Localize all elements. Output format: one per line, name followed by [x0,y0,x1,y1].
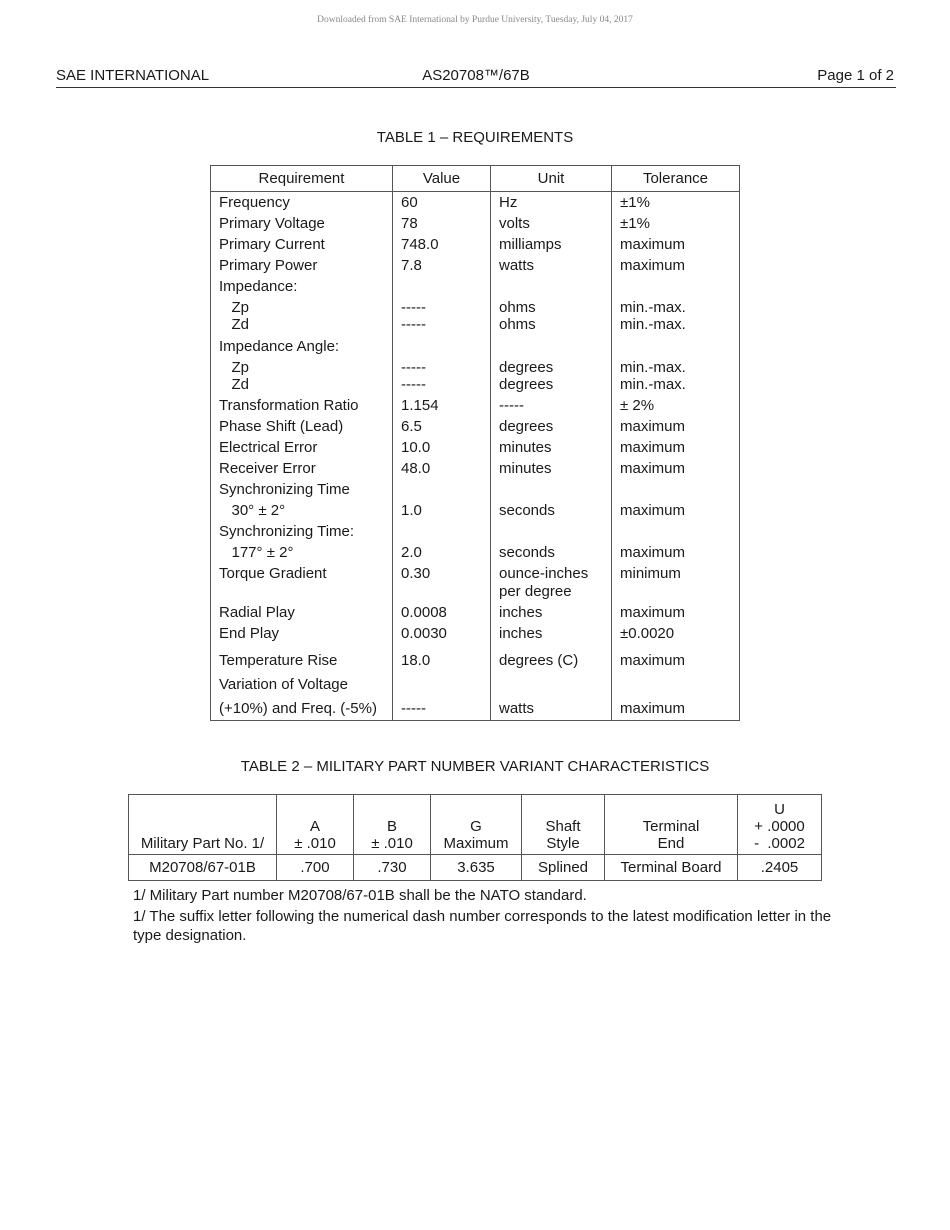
requirements-table-header [211,166,739,192]
column-header-military-part-no [129,795,277,855]
column-header-b [354,795,431,855]
cell-unit: milliamps [499,236,562,253]
header-line: ± .010 [294,835,336,852]
cell-requirement: Zd [219,376,250,393]
cell-unit: seconds [499,544,555,561]
cell-b: .730 [354,855,431,881]
part-number-table [128,794,822,881]
cell-tolerance: ±1% [620,215,650,232]
table-row [211,439,739,457]
column-header-unit: Unit [537,170,565,187]
page-number: Page 1 of 2 [817,67,894,84]
cell-unit: minutes [499,460,552,477]
cell-value: 0.30 [401,565,431,582]
cell-value: 0.0008 [401,604,447,621]
cell-tolerance: min.-max. [620,359,686,376]
cell-requirement: 177° ± 2° [219,544,294,561]
column-header-tolerance: Tolerance [642,170,709,187]
cell-tolerance: minimum [620,565,681,582]
cell-value: 0.0030 [401,625,447,642]
cell-requirement: Radial Play [219,604,295,621]
table-row [211,604,739,622]
download-note: Downloaded from SAE International by Purdue University, Tuesday, July 04, 2017 [317,15,633,25]
part-number-table-body [129,855,822,881]
cell-requirement: Primary Current [219,236,325,253]
cell-requirement: Impedance: [219,278,298,295]
table-row [211,215,739,233]
cell-requirement: Temperature Rise [219,652,338,669]
cell-unit: inches [499,625,543,642]
cell-tolerance: maximum [620,700,686,717]
column-header-u [738,795,822,855]
cell-unit: degrees [499,376,554,393]
header-line: End [657,835,685,852]
cell-g: 3.635 [431,855,522,881]
cell-tolerance: maximum [620,439,686,456]
cell-value: ----- [401,299,426,316]
cell-tolerance: maximum [620,502,686,519]
table-row [211,481,739,499]
table-row [211,652,739,670]
cell-unit: degrees (C) [499,652,579,669]
cell-requirement: Primary Power [219,257,318,274]
header-line: G [470,818,482,835]
cell-tolerance: maximum [620,544,686,561]
organization-name: SAE INTERNATIONAL [56,67,210,84]
column-header-shaft-style [522,795,605,855]
cell-unit: ----- [499,397,524,414]
header-line: Shaft [545,818,581,835]
table-row [211,583,739,601]
cell-unit: ohms [499,299,536,316]
part-number-table-header [129,795,822,855]
cell-unit: inches [499,604,543,621]
cell-requirement: Phase Shift (Lead) [219,418,344,435]
header-line: Terminal [642,818,700,835]
cell-a: .700 [277,855,354,881]
table-row [211,236,739,254]
cell-requirement: End Play [219,625,280,642]
header-line: ± .010 [371,835,413,852]
header-line: A [309,818,320,835]
cell-unit: degrees [499,359,554,376]
column-header-g [431,795,522,855]
footnote-suffix: 1/ The suffix letter following the numerical dash number corresponds to the latest modification letter in the type designation. [133,908,832,944]
cell-tolerance: ±1% [620,194,650,211]
cell-unit: minutes [499,439,552,456]
cell-requirement: Zp [219,299,250,316]
cell-value: 18.0 [401,652,431,669]
header-line: U [774,801,785,818]
cell-tolerance: maximum [620,418,686,435]
cell-value: 7.8 [401,257,422,274]
cell-military-part-no: M20708/67-01B [129,855,277,881]
table2-title: TABLE 2 – MILITARY PART NUMBER VARIANT CHARACTERISTICS [240,758,710,775]
cell-requirement: Variation of Voltage [219,676,348,693]
cell-unit: degrees [499,418,554,435]
header-line: - .0002 [754,835,805,852]
page-header [56,67,896,88]
table-row [211,257,739,275]
cell-tolerance: min.-max. [620,316,686,333]
cell-unit: ohms [499,316,536,333]
table-row [211,194,739,212]
cell-value: 2.0 [401,544,422,561]
table-row [129,855,822,881]
table-row [211,299,739,317]
column-header-terminal-end [605,795,738,855]
cell-value: 6.5 [401,418,422,435]
cell-requirement: Zp [219,359,250,376]
cell-requirement: Impedance Angle: [219,338,340,355]
table-row [211,700,739,718]
cell-value: 60 [401,194,418,211]
cell-requirement: Electrical Error [219,439,318,456]
cell-tolerance: maximum [620,652,686,669]
cell-value: ----- [401,700,426,717]
cell-value: 48.0 [401,460,431,477]
table-row [211,544,739,562]
cell-unit: seconds [499,502,555,519]
document-number: AS20708™/67B [422,67,530,84]
cell-unit: watts [499,257,535,274]
cell-unit: per degree [499,583,572,600]
header-line: Style [546,835,580,852]
table-row [211,460,739,478]
table-row [211,376,739,394]
cell-requirement: Synchronizing Time [219,481,350,498]
cell-value: 748.0 [401,236,439,253]
cell-requirement: Synchronizing Time: [219,523,355,540]
cell-requirement: (+10%) and Freq. (-5%) [219,700,377,717]
cell-value: ----- [401,376,426,393]
table-row [211,316,739,334]
cell-unit: watts [499,700,535,717]
cell-value: ----- [401,359,426,376]
header-line: + .0000 [754,818,805,835]
cell-tolerance: ±0.0020 [620,625,675,642]
cell-unit: ounce-inches [499,565,589,582]
cell-shaft-style: Splined [522,855,605,881]
cell-requirement: Torque Gradient [219,565,327,582]
cell-requirement: 30° ± 2° [219,502,286,519]
table-row [211,502,739,520]
column-header-requirement: Requirement [258,170,345,187]
table-row [211,278,739,296]
cell-value: 10.0 [401,439,431,456]
header-line: B [386,818,397,835]
cell-value: 1.154 [401,397,439,414]
table-row [211,418,739,436]
cell-tolerance: ± 2% [620,397,655,414]
table-row [211,523,739,541]
table-row [211,338,739,356]
header-line: Military Part No. 1/ [140,835,265,852]
cell-unit: volts [499,215,530,232]
table-row [211,625,739,643]
cell-value: 78 [401,215,418,232]
requirements-table [210,165,740,721]
column-header-value: Value [422,170,461,187]
table-row [211,359,739,377]
cell-value: ----- [401,316,426,333]
cell-requirement: Receiver Error [219,460,316,477]
cell-tolerance: maximum [620,236,686,253]
cell-tolerance: maximum [620,257,686,274]
cell-tolerance: maximum [620,604,686,621]
footnote-nato: 1/ Military Part number M20708/67-01B shall be the NATO standard. [133,887,587,904]
cell-tolerance: maximum [620,460,686,477]
cell-u: .2405 [738,855,822,881]
cell-tolerance: min.-max. [620,299,686,316]
cell-requirement: Frequency [219,194,290,211]
table1-title: TABLE 1 – REQUIREMENTS [376,129,574,146]
cell-terminal-end: Terminal Board [605,855,738,881]
cell-requirement: Primary Voltage [219,215,325,232]
header-line: Maximum [443,835,509,852]
cell-requirement: Transformation Ratio [219,397,359,414]
cell-unit: Hz [499,194,518,211]
cell-requirement: Zd [219,316,250,333]
table-row [211,565,739,583]
table-row [211,676,739,694]
column-header-a [277,795,354,855]
cell-tolerance: min.-max. [620,376,686,393]
table-row [211,397,739,415]
cell-value: 1.0 [401,502,422,519]
